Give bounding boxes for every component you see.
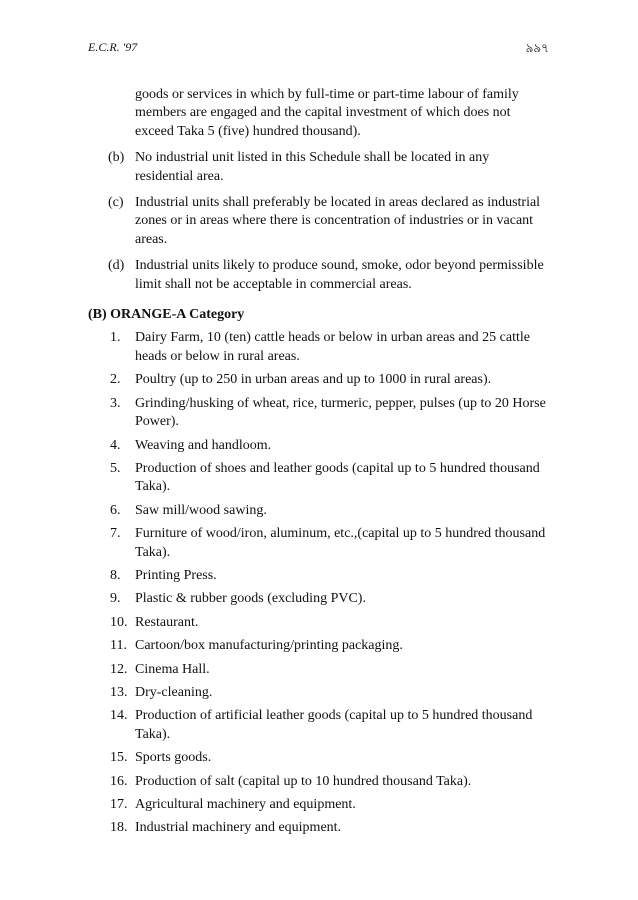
item-text: Production of artificial leather goods (capital up to 5 hundred thousand Taka). [135,708,533,742]
condition-label: (b) [108,150,125,166]
condition-text: Industrial units shall preferably be located in areas declared as industrial zones or in areas where there is concentration of industries or in vacant areas. [135,195,541,247]
header-left: E.C.R. '97 [88,40,138,54]
page-number: ৯৯৭ [525,41,549,55]
condition-item [108,194,550,249]
item-number: 8. [110,567,121,583]
condition-item [108,149,550,186]
item-text: Poultry (up to 250 in urban areas and up to 1000 in rural areas). [135,372,492,388]
list-item [110,819,550,837]
item-number: 5. [110,460,121,476]
item-text: Plastic & rubber goods (excluding PVC). [135,591,366,607]
item-text: Production of salt (capital up to 10 hundred thousand Taka). [135,773,472,789]
item-number: 13. [110,684,128,700]
item-text: Saw mill/wood sawing. [135,502,267,518]
item-number: 1. [110,330,121,346]
list-item [110,502,550,520]
item-number: 16. [110,773,128,789]
list-item [110,796,550,814]
item-text: Sports goods. [135,750,212,766]
item-number: 15. [110,750,128,766]
item-number: 9. [110,591,121,607]
item-number: 10. [110,614,128,630]
item-number: 12. [110,661,128,677]
item-text: Cinema Hall. [135,661,210,677]
item-text: Weaving and handloom. [135,437,272,453]
item-text: Grinding/husking of wheat, rice, turmeric, pepper, pulses (up to 20 Horse Power). [135,395,546,430]
condition-label: (d) [108,258,125,274]
item-number: 7. [110,526,121,542]
list-item [110,590,550,608]
condition-text: Industrial units likely to produce sound, smoke, odor beyond permissible limit shall not be acceptable in commercial areas. [135,258,544,292]
condition-text: No industrial unit listed in this Schedule shall be located in any residential area. [135,150,490,184]
item-number: 2. [110,372,121,388]
item-text: Dairy Farm, 10 (ten) cattle heads or below in urban areas and 25 cattle heads or below in rural areas. [135,330,530,364]
list-item [110,460,550,497]
list-item [110,329,550,366]
item-number: 18. [110,820,128,836]
item-number: 6. [110,502,121,518]
item-text: Dry-cleaning. [135,684,213,700]
list-item [110,525,550,562]
condition-item [108,257,550,294]
item-text: Restaurant. [135,614,199,630]
list-item [110,395,550,432]
list-item [110,684,550,702]
item-number: 3. [110,395,121,411]
list-item [110,437,550,455]
item-number: 4. [110,437,121,453]
list-item [110,707,550,744]
list-item [110,614,550,632]
item-text: Printing Press. [135,567,217,583]
section-title: (B) ORANGE-A Category [88,307,245,323]
list-item [110,371,550,389]
item-number: 11. [110,638,127,654]
continuation-paragraph: goods or services in which by full-time or part-time labour of family members are engaged and the capital investment of which does not exceed Taka 5 (five) hundred thousand). [135,87,519,139]
item-number: 17. [110,797,128,812]
list-item [110,773,550,791]
item-text: Industrial machinery and equipment. [135,820,342,836]
item-text: Agricultural machinery and equipment. [135,797,356,812]
list-item [110,637,550,655]
list-item [110,567,550,585]
item-text: Production of shoes and leather goods (capital up to 5 hundred thousand Taka). [135,460,540,495]
item-number: 14. [110,708,128,724]
item-text: Cartoon/box manufacturing/printing packaging. [135,638,403,654]
condition-label: (c) [108,195,124,211]
list-item [110,661,550,679]
list-item [110,749,550,767]
item-text: Furniture of wood/iron, aluminum, etc.,(capital up to 5 hundred thousand Taka). [135,526,546,560]
document-body [88,86,550,843]
